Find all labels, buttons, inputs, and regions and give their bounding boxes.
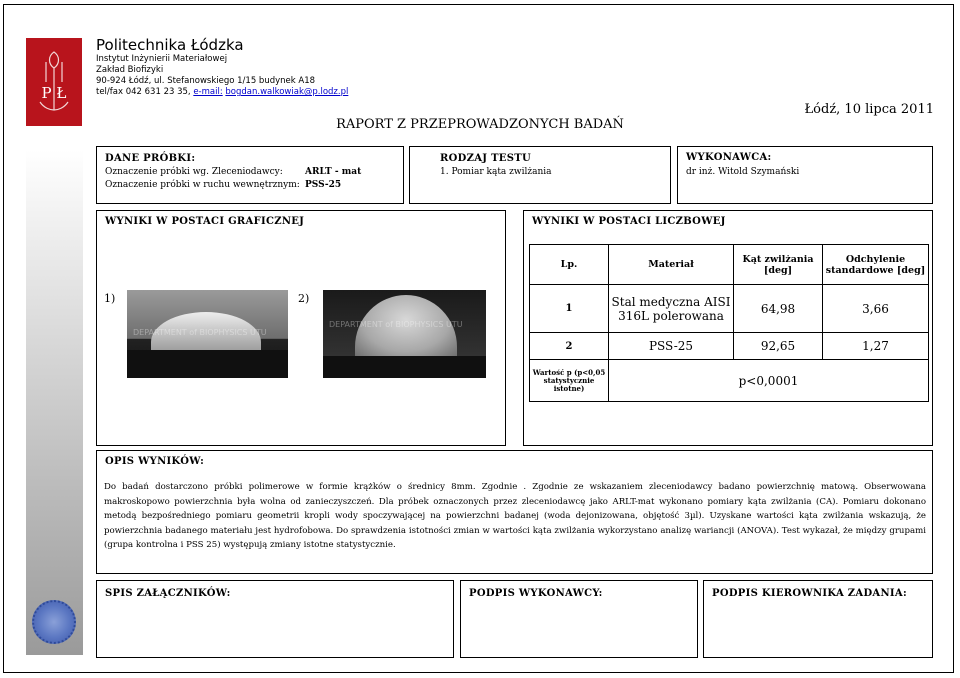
test-type-box xyxy=(409,146,671,204)
watermark-1: DEPARTMENT of BIOPHYSICS UTU xyxy=(133,328,267,337)
contact-line xyxy=(96,87,348,98)
sample-data-title: DANE PRÓBKI: xyxy=(105,153,196,164)
email-label[interactable]: e-mail: xyxy=(193,87,223,97)
row2-material: PSS-25 xyxy=(609,333,734,360)
numeric-results-title: WYNIKI W POSTACI LICZBOWEJ xyxy=(532,216,726,227)
sidebar-gradient xyxy=(26,150,83,655)
internal-value: PSS-25 xyxy=(305,180,342,190)
description-text: Do badań dostarczono próbki polimerowe w formie krążków o średnicy 8mm. Zgodnie . Zgodnie ze wskazaniem zleceniodawcy badano powierzchnię matową. Obserwowana makroskopowo powierzchnia była wolna od zanieczyszczeń. Dla próbek oznaczonych przez zleceniodawcę jako ARLT-mat wykonano pomiary kąta zwilżania (CA). Pomiaru dokonano metodą bezpośredniego pomiaru geometrii kropli wody spoczywającej na powierzchni badanej (woda dejonizowana, objętość 3µl). Uzyskane wartości kąta zwilżania wskazują, że powierzchnia badanego materiału jest hydrofobowa. Do sprawdzenia istotności zmian w wartości kąta zwilżania wykorzystano analizę wariancji (ANOVA). Test wykazał, że między grupami (grupa kontrolna i PSS 25) występują zmiany istotne statystycznie. xyxy=(104,482,926,550)
header-material: Materiał xyxy=(609,245,734,285)
department-name: Zakład Biofizyki xyxy=(96,65,164,75)
contact-angle-image-1 xyxy=(127,290,288,378)
internal-label: Oznaczenie próbki w ruchu wewnętrznym: xyxy=(105,180,300,190)
graphic-results-title: WYNIKI W POSTACI GRAFICZNEJ xyxy=(105,216,305,227)
table-row xyxy=(530,333,929,360)
watermark-2: DEPARTMENT of BIOPHYSICS UTU xyxy=(329,320,463,329)
report-title: RAPORT Z PRZEPROWADZONYCH BADAŃ xyxy=(336,117,624,132)
row1-angle: 64,98 xyxy=(734,285,823,333)
sample-data-box xyxy=(96,146,404,204)
manager-signature-box xyxy=(703,580,933,658)
table-row-pvalue xyxy=(530,360,929,402)
header-lp: Lp. xyxy=(530,245,609,285)
university-logo xyxy=(26,38,82,126)
attachments-box xyxy=(96,580,454,658)
table-header-row xyxy=(530,245,929,285)
email-link[interactable]: bogdan.walkowiak@p.lodz.pl xyxy=(225,87,349,97)
header-angle: Kąt zwilżania [deg] xyxy=(734,245,823,285)
contractor-signature-box xyxy=(460,580,698,658)
seal-icon xyxy=(32,600,76,644)
institution-name: Politechnika Łódzka xyxy=(96,36,244,54)
results-table xyxy=(529,244,929,402)
test-type-title: RODZAJ TESTU xyxy=(440,153,532,164)
test-type-value: 1. Pomiar kąta zwilżania xyxy=(440,167,552,177)
contact-angle-image-2 xyxy=(323,290,486,378)
contractor-signature-title: PODPIS WYKONAWCY: xyxy=(469,588,603,599)
contractor-title: WYKONAWCA: xyxy=(686,152,772,163)
p-value: p<0,0001 xyxy=(609,360,929,402)
table-row xyxy=(530,285,929,333)
header-std: Odchylenie standardowe [deg] xyxy=(823,245,929,285)
row1-lp: 1 xyxy=(530,285,609,333)
client-value: ARLT - mat xyxy=(305,167,362,177)
client-label: Oznaczenie próbki wg. Zleceniodawcy: xyxy=(105,167,283,177)
institution-header xyxy=(96,36,348,98)
contractor-value: dr inż. Witold Szymański xyxy=(686,167,800,177)
row2-angle: 92,65 xyxy=(734,333,823,360)
p-value-label: Wartość p (p<0,05 statystycznie istotne) xyxy=(530,360,609,402)
description-title: OPIS WYNIKÓW: xyxy=(105,456,205,467)
image-label-1: 1) xyxy=(104,292,116,305)
svg-text:P Ł: P Ł xyxy=(41,84,67,102)
image-label-2: 2) xyxy=(298,292,310,305)
institute-name: Instytut Inżynierii Materiałowej xyxy=(96,54,228,64)
logo-emblem-icon xyxy=(26,38,82,126)
report-date: Łódź, 10 lipca 2011 xyxy=(804,102,934,117)
manager-signature-title: PODPIS KIEROWNIKA ZADANIA: xyxy=(712,588,907,599)
row2-lp: 2 xyxy=(530,333,609,360)
phone: tel/fax 042 631 23 35, xyxy=(96,87,191,97)
row1-material: Stal medyczna AISI 316L polerowana xyxy=(609,285,734,333)
attachments-title: SPIS ZAŁĄCZNIKÓW: xyxy=(105,588,231,599)
row2-std: 1,27 xyxy=(823,333,929,360)
contractor-box xyxy=(677,146,933,204)
row1-std: 3,66 xyxy=(823,285,929,333)
address: 90-924 Łódź, ul. Stefanowskiego 1/15 budynek A18 xyxy=(96,76,316,86)
